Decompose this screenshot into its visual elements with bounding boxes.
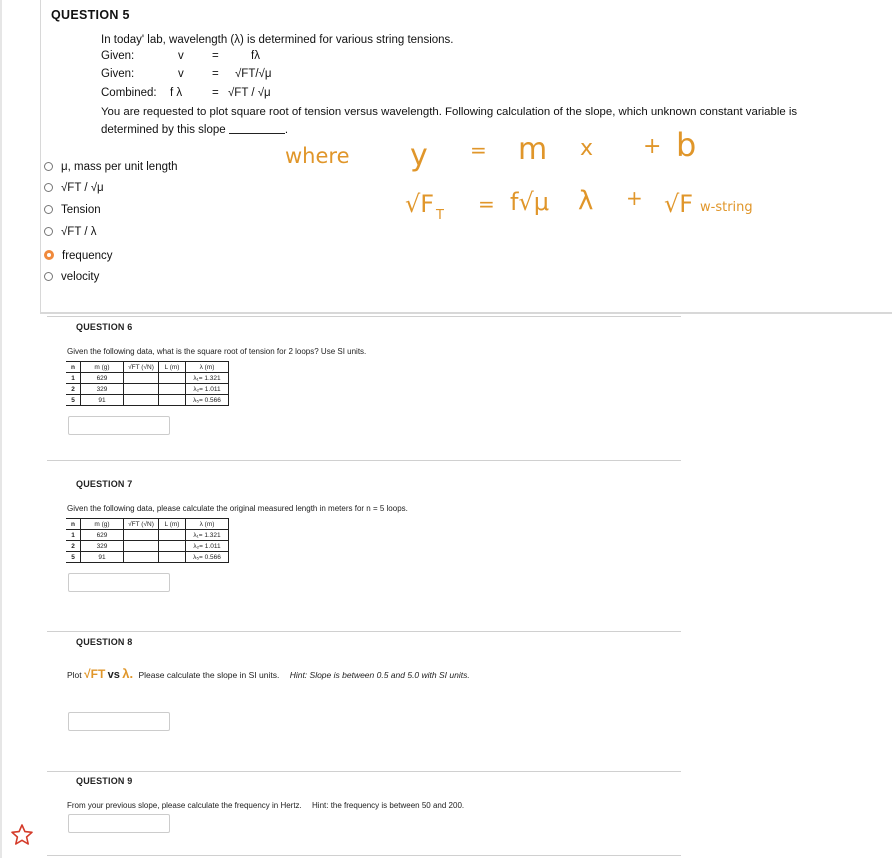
hand-w-string: w-string (700, 200, 753, 215)
hand-lambda: λ (578, 186, 594, 216)
q5-prompt-line1: You are requested to plot square root of tension versus wavelength. Following calculation of the slope, which unknown constant variable is (101, 106, 798, 118)
q5-option-2[interactable]: √FT / √μ (44, 182, 104, 194)
q5-combined-var: f λ (170, 87, 183, 99)
question-6-text: Given the following data, what is the square root of tension for 2 loops? Use SI units. (67, 347, 367, 356)
table-row: 5 91 λ₅= 0.566 (66, 552, 229, 563)
q5-given2-expr: √FT/√μ (235, 68, 272, 80)
q5-blank (229, 132, 285, 134)
q5-given2-label: Given: (101, 68, 135, 80)
table-row: 5 91 λ₅= 0.566 (66, 395, 229, 406)
q8-hint: Hint: Slope is between 0.5 and 5.0 with SI units. (289, 670, 470, 680)
hand-y: y (410, 138, 428, 173)
q7-answer-input[interactable] (68, 573, 170, 592)
q5-prompt-text: determined by this slope (101, 124, 226, 136)
q5-given1-var: v (178, 50, 184, 62)
q7-data-table (66, 518, 229, 563)
q5-intro: In today' lab, wavelength (λ) is determined for various string tensions. (101, 34, 454, 46)
hand-plus1: + (643, 134, 662, 159)
hand-sub-t: T (436, 208, 444, 223)
table-row: 1 629 λ₁= 1.321 (66, 530, 229, 541)
q8-text: Please calculate the slope in SI units. (138, 670, 280, 680)
star-icon[interactable] (9, 822, 35, 848)
hand-plus2: + (626, 186, 643, 210)
hand-eq1: = (470, 138, 487, 162)
table-row: 1 629 λ₁= 1.321 (66, 373, 229, 384)
radio-selected-icon[interactable] (44, 250, 54, 260)
q9-text: From your previous slope, please calculate the frequency in Hertz. (67, 801, 302, 810)
q5-combined-label: Combined: (101, 87, 157, 99)
hand-b: b (676, 126, 697, 164)
q8-plot-prefix: Plot (67, 670, 82, 680)
q9-hint: Hint: the frequency is between 50 and 200. (312, 801, 465, 810)
question-7-text: Given the following data, please calculate the original measured length in meters for n = 5 loops. (67, 504, 408, 513)
question-5-card (40, 0, 892, 314)
q5-option-3[interactable]: Tension (44, 204, 101, 216)
q5-option-6[interactable]: velocity (44, 271, 99, 283)
q8-answer-input[interactable] (68, 712, 170, 731)
q8-plot-vs: vs (107, 669, 120, 681)
q5-option-4[interactable]: √FT / λ (44, 226, 97, 238)
question-9-line (67, 801, 464, 810)
radio-icon[interactable] (44, 272, 53, 281)
divider (47, 631, 681, 632)
q5-given2-var: v (178, 68, 184, 80)
table-header-row: n m (g) √FT (√N) L (m) λ (m) (66, 519, 229, 530)
question-6-title: QUESTION 6 (76, 322, 133, 332)
q5-combined-expr: √FT / √μ (228, 87, 271, 99)
q5-given1-eq: = (212, 50, 219, 62)
q5-given1-label: Given: (101, 50, 135, 62)
q5-prompt-end: . (284, 124, 289, 136)
question-9-title: QUESTION 9 (76, 776, 133, 786)
hand-m: m (518, 132, 548, 167)
hand-eq2: = (478, 192, 495, 216)
hand-where: where (285, 144, 350, 168)
q8-plot-x: λ. (122, 666, 134, 681)
left-scroll-track (0, 0, 2, 858)
hand-sqrt-f2: √F (664, 190, 694, 218)
hand-f-sqrt-mu: f√μ (510, 188, 550, 216)
q5-combined-eq: = (212, 87, 219, 99)
q6-data-table (66, 361, 229, 406)
divider (47, 316, 681, 317)
hand-x: x (580, 136, 594, 161)
q6-answer-input[interactable] (68, 416, 170, 435)
q5-option-1[interactable]: μ, mass per unit length (44, 161, 178, 173)
q8-plot-y: √FT (84, 667, 106, 681)
question-7-title: QUESTION 7 (76, 479, 133, 489)
q5-given2-eq: = (212, 68, 219, 80)
table-header-row: n m (g) √FT (√N) L (m) λ (m) (66, 362, 229, 373)
q5-prompt-line2 (101, 124, 288, 136)
question-5-title: QUESTION 5 (51, 8, 130, 22)
radio-icon[interactable] (44, 227, 53, 236)
divider (47, 460, 681, 461)
divider (47, 855, 681, 856)
q5-given1-expr: fλ (251, 50, 260, 62)
table-row: 2 329 λ₂= 1.011 (66, 541, 229, 552)
radio-icon[interactable] (44, 205, 53, 214)
radio-icon[interactable] (44, 183, 53, 192)
q9-answer-input[interactable] (68, 814, 170, 833)
radio-icon[interactable] (44, 162, 53, 171)
question-8-line (67, 666, 470, 681)
q5-option-5[interactable]: frequency (44, 250, 113, 262)
hand-sqrt-ft: √F (405, 190, 435, 218)
table-row: 2 329 λ₂= 1.011 (66, 384, 229, 395)
question-8-title: QUESTION 8 (76, 637, 133, 647)
divider (47, 771, 681, 772)
